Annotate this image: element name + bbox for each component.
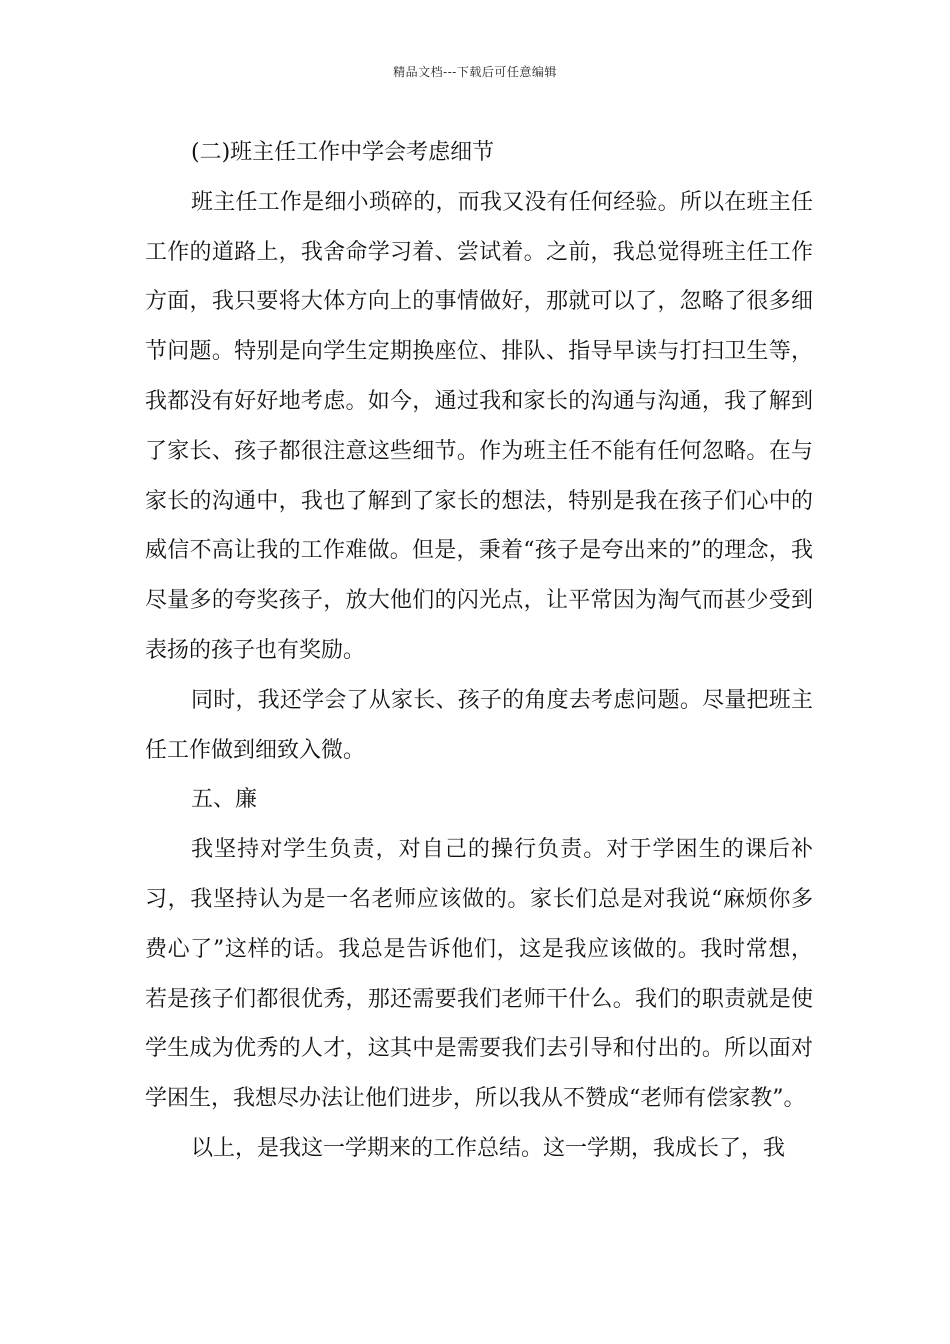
document-body <box>145 128 813 1174</box>
page-header: 精品文档---下载后可任意编辑 <box>393 65 557 79</box>
section-heading: 五、廉 <box>191 787 258 813</box>
body-paragraph: 班主任工作是细小琐碎的，而我又没有任何经验。所以在班主任工作的道路上，我舍命学习着、尝试着。之前，我总觉得班主任工作方面，我只要将大体方向上的事情做好，那就可以了，忽略了很多细节问题。特别是向学生定期换座位、排队、指导早读与打扫卫生等，我都没有好好地考虑。如今，通过我和家长的沟通与沟通，我了解到了家长、孩子都很注意这些细节。作为班主任不能有任何忽略。在与家长的沟通中，我也了解到了家长的想法，特别是我在孩子们心中的威信不高让我的工作难做。但是，秉着“孩子是夸出来的”的理念，我尽量多的夸奖孩子，放大他们的闪光点，让平常因为淘气而甚少受到表扬的孩子也有奖励。 <box>145 189 813 663</box>
body-paragraph: 以上，是我这一学期来的工作总结。这一学期，我成长了，我 <box>191 1135 786 1161</box>
body-paragraph: 我坚持对学生负责，对自己的操行负责。对于学困生的课后补习，我坚持认为是一名老师应该做的。家长们总是对我说“麻烦你多费心了”这样的话。我总是告诉他们，这是我应该做的。我时常想，若是孩子们都很优秀，那还需要我们老师干什么。我们的职责就是使学生成为优秀的人才，这其中是需要我们去引导和付出的。所以面对学困生，我想尽办法让他们进步，所以我从不赞成“老师有偿家教”。 <box>145 837 813 1112</box>
body-paragraph: 同时，我还学会了从家长、孩子的角度去考虑问题。尽量把班主任工作做到细致入微。 <box>145 687 813 763</box>
section-heading: (二)班主任工作中学会考虑细节 <box>191 140 495 165</box>
